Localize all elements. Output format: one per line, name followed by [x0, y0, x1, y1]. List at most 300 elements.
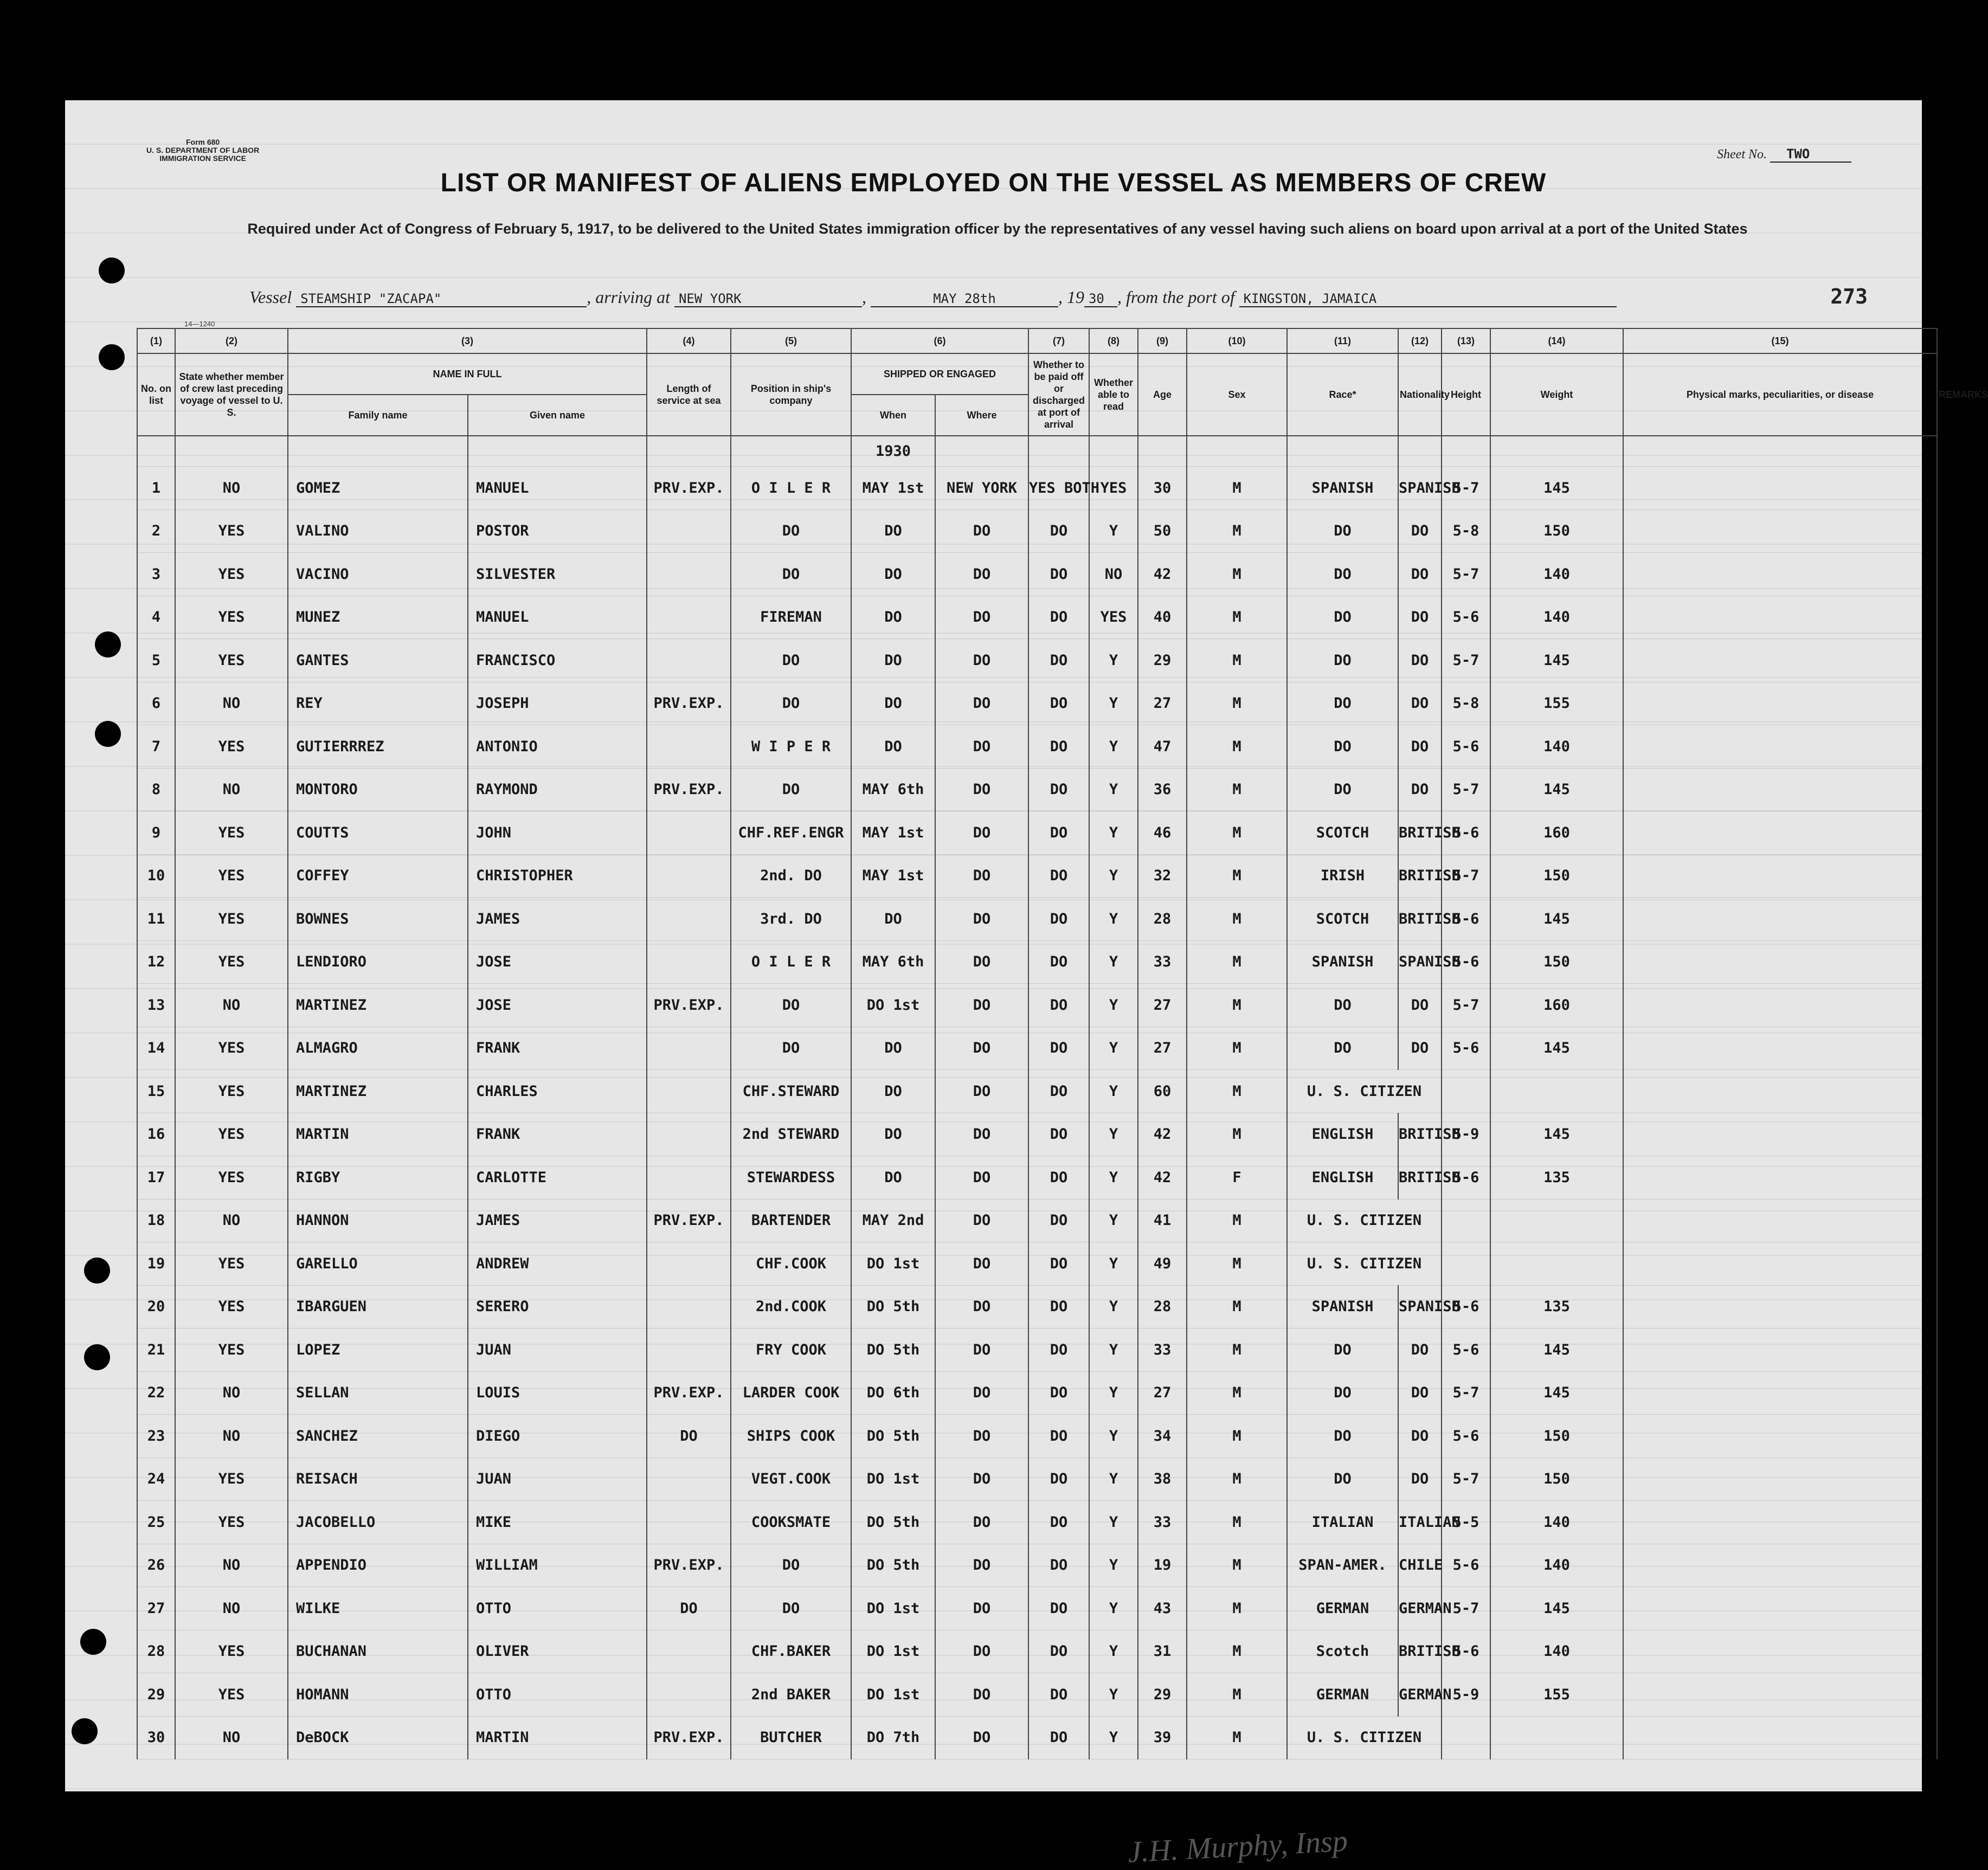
length-of-service [647, 940, 731, 984]
paid-off: DO [1028, 1501, 1089, 1544]
race: ENGLISH [1287, 1113, 1398, 1156]
family-name: RIGBY [288, 1156, 468, 1200]
weight: 140 [1490, 1630, 1623, 1673]
position: BUTCHER [731, 1716, 851, 1759]
nationality: DO [1398, 768, 1442, 811]
col-num-3: (3) [288, 328, 647, 353]
nationality: DO [1398, 984, 1442, 1027]
length-of-service: PRV.EXP. [647, 768, 731, 811]
row-number: 18 [137, 1199, 175, 1242]
prev-voyage: NO [175, 768, 288, 811]
height: 5-6 [1442, 940, 1490, 984]
physical-marks [1623, 1329, 1937, 1372]
form-number: Form 680 [185, 138, 220, 146]
position: DO [731, 682, 851, 725]
shipped-when: DO 1st [851, 1458, 935, 1501]
row-number: 9 [137, 811, 175, 855]
shipped-where: DO [935, 1630, 1028, 1673]
shipped-where: DO [935, 811, 1028, 855]
col-num-8: (8) [1089, 328, 1138, 353]
header-where: Where [935, 395, 1028, 436]
shipped-when: DO [851, 1156, 935, 1200]
table-row [137, 1544, 1937, 1587]
prev-voyage: YES [175, 940, 288, 984]
sex: M [1187, 1329, 1287, 1372]
race: DO [1287, 1329, 1398, 1372]
sex: M [1187, 510, 1287, 553]
table-row [137, 1070, 1937, 1113]
shipped-when: DO 5th [851, 1544, 935, 1587]
given-name: JOHN [468, 811, 647, 855]
row-number: 2 [137, 510, 175, 553]
height: 5-7 [1442, 984, 1490, 1027]
able-to-read: Y [1089, 682, 1138, 725]
age: 31 [1138, 1630, 1187, 1673]
position: DO [731, 1544, 851, 1587]
sex: M [1187, 1673, 1287, 1717]
nationality: DO [1398, 1458, 1442, 1501]
age: 46 [1138, 811, 1187, 855]
position: 2nd. DO [731, 854, 851, 898]
row-number: 10 [137, 854, 175, 898]
sex: M [1187, 1371, 1287, 1415]
length-of-service: PRV.EXP. [647, 1199, 731, 1242]
height: 5-6 [1442, 898, 1490, 941]
sex: M [1187, 940, 1287, 984]
shipped-when: MAY 1st [851, 854, 935, 898]
able-to-read: Y [1089, 1113, 1138, 1156]
weight: 160 [1490, 984, 1623, 1027]
prev-voyage: NO [175, 1716, 288, 1759]
physical-marks [1623, 1458, 1937, 1501]
shipped-when: DO 5th [851, 1415, 935, 1458]
paid-off: DO [1028, 898, 1089, 941]
shipped-where: DO [935, 1199, 1028, 1242]
sex: M [1187, 596, 1287, 639]
weight: 150 [1490, 940, 1623, 984]
paid-off: DO [1028, 596, 1089, 639]
sex: M [1187, 1458, 1287, 1501]
shipped-when: MAY 6th [851, 940, 935, 984]
able-to-read: Y [1089, 1070, 1138, 1113]
given-name: ANTONIO [468, 725, 647, 769]
arrival-year: 30 [1084, 291, 1117, 307]
physical-marks [1623, 1070, 1937, 1113]
given-name: OTTO [468, 1673, 647, 1717]
family-name: LENDIORO [288, 940, 468, 984]
table-row [137, 984, 1937, 1027]
given-name: JOSE [468, 984, 647, 1027]
race: U. S. CITIZEN [1287, 1716, 1442, 1759]
given-name: SERERO [468, 1285, 647, 1329]
age: 28 [1138, 898, 1187, 941]
physical-marks [1623, 811, 1937, 855]
shipped-when: DO [851, 639, 935, 682]
weight: 135 [1490, 1156, 1623, 1200]
age: 27 [1138, 984, 1187, 1027]
age: 38 [1138, 1458, 1187, 1501]
given-name: MIKE [468, 1501, 647, 1544]
column-title-row: No. on list State whether member of crew last preceding voyage of vessel to U. S. NAME IN FULL Length of service at sea Position in ship's company SHIPPED OR ENGAGED Whether to be paid off or discharged at port of arrival Whether able to read Age Sex Race* Nationality Height Weight Physical marks, peculiarities, or disease REMARKS [137, 353, 1937, 395]
length-of-service: PRV.EXP. [647, 1371, 731, 1415]
physical-marks [1623, 1027, 1937, 1070]
nationality: GERMAN [1398, 1673, 1442, 1717]
table-row [137, 510, 1937, 553]
position: SHIPS COOK [731, 1415, 851, 1458]
age: 27 [1138, 1027, 1187, 1070]
given-name: OTTO [468, 1587, 647, 1630]
height [1442, 1199, 1490, 1242]
page-subtitle: Required under Act of Congress of February 5, 1917, to be delivered to the United States immigration officer by the representatives of any vessel having such aliens on board upon arrival at a port of the United States [247, 221, 1748, 237]
sex: M [1187, 1587, 1287, 1630]
shipped-when: DO [851, 682, 935, 725]
paid-off: DO [1028, 940, 1089, 984]
length-of-service [647, 553, 731, 596]
header-shipped-engaged: SHIPPED OR ENGAGED [851, 353, 1028, 395]
column-number-row [137, 328, 1937, 353]
length-of-service [647, 1113, 731, 1156]
race: SPAN-AMER. [1287, 1544, 1398, 1587]
family-name: DeBOCK [288, 1716, 468, 1759]
row-number: 5 [137, 639, 175, 682]
col-num-15: (15) [1623, 328, 1937, 353]
age: 36 [1138, 768, 1187, 811]
shipped-where: DO [935, 1070, 1028, 1113]
header-when: When [851, 395, 935, 436]
length-of-service [647, 898, 731, 941]
height: 5-6 [1442, 725, 1490, 769]
able-to-read: Y [1089, 1242, 1138, 1286]
able-to-read: Y [1089, 1716, 1138, 1759]
height: 5-6 [1442, 1285, 1490, 1329]
shipped-where: DO [935, 1113, 1028, 1156]
age: 33 [1138, 940, 1187, 984]
inspector-signature: J.H. Murphy, Insp [1127, 1824, 1349, 1869]
prev-voyage: NO [175, 1587, 288, 1630]
able-to-read: Y [1089, 1329, 1138, 1372]
shipped-when: DO 1st [851, 1673, 935, 1717]
race: DO [1287, 1371, 1398, 1415]
paid-off: YES BOTH [1028, 467, 1089, 510]
row-number: 23 [137, 1415, 175, 1458]
shipped-where: DO [935, 1544, 1028, 1587]
sex: M [1187, 1544, 1287, 1587]
race: DO [1287, 682, 1398, 725]
race: GERMAN [1287, 1587, 1398, 1630]
position: DO [731, 768, 851, 811]
header-age: Age [1138, 353, 1187, 436]
sex: M [1187, 553, 1287, 596]
physical-marks [1623, 1199, 1937, 1242]
port-value: KINGSTON, JAMAICA [1239, 291, 1617, 307]
prev-voyage: YES [175, 1673, 288, 1717]
weight: 140 [1490, 725, 1623, 769]
physical-marks [1623, 467, 1937, 510]
shipped-where: DO [935, 1242, 1028, 1286]
given-name: CHARLES [468, 1070, 647, 1113]
paid-off: DO [1028, 1070, 1089, 1113]
able-to-read: Y [1089, 1673, 1138, 1717]
sex: M [1187, 1027, 1287, 1070]
able-to-read: Y [1089, 854, 1138, 898]
vessel-value: STEAMSHIP "ZACAPA" [296, 291, 587, 307]
able-to-read: Y [1089, 1630, 1138, 1673]
row-number: 28 [137, 1630, 175, 1673]
weight: 140 [1490, 596, 1623, 639]
paid-off: DO [1028, 1329, 1089, 1372]
paid-off: DO [1028, 1587, 1089, 1630]
position: DO [731, 510, 851, 553]
position: 2nd STEWARD [731, 1113, 851, 1156]
weight: 140 [1490, 1544, 1623, 1587]
height [1442, 1716, 1490, 1759]
table-row [137, 811, 1937, 855]
height [1442, 1242, 1490, 1286]
header-physical-marks: Physical marks, peculiarities, or disease [1623, 353, 1937, 436]
physical-marks [1623, 1415, 1937, 1458]
nationality: DO [1398, 725, 1442, 769]
age: 33 [1138, 1329, 1187, 1372]
physical-marks [1623, 510, 1937, 553]
table-row [137, 1501, 1937, 1544]
age: 47 [1138, 725, 1187, 769]
shipped-where: DO [935, 1716, 1028, 1759]
age: 39 [1138, 1716, 1187, 1759]
nationality: DO [1398, 553, 1442, 596]
row-number: 26 [137, 1544, 175, 1587]
sex: M [1187, 1285, 1287, 1329]
prev-voyage: NO [175, 984, 288, 1027]
prev-voyage: YES [175, 854, 288, 898]
table-row [137, 596, 1937, 639]
given-name: FRANCISCO [468, 639, 647, 682]
prev-voyage: YES [175, 1156, 288, 1200]
table-row [137, 1027, 1937, 1070]
age: 30 [1138, 467, 1187, 510]
shipped-where: DO [935, 1587, 1028, 1630]
shipped-where: DO [935, 1415, 1028, 1458]
family-name: COUTTS [288, 811, 468, 855]
punch-hole [99, 344, 125, 370]
family-name: GUTIERRREZ [288, 725, 468, 769]
header-given-name: Given name [468, 395, 647, 436]
given-name: JOSEPH [468, 682, 647, 725]
family-name: GANTES [288, 639, 468, 682]
height: 5-6 [1442, 1156, 1490, 1200]
position: W I P E R [731, 725, 851, 769]
length-of-service [647, 811, 731, 855]
family-name: MONTORO [288, 768, 468, 811]
row-number: 30 [137, 1716, 175, 1759]
paid-off: DO [1028, 768, 1089, 811]
weight: 140 [1490, 1501, 1623, 1544]
col-num-14: (14) [1490, 328, 1623, 353]
table-row [137, 1113, 1937, 1156]
nationality: DO [1398, 1371, 1442, 1415]
family-name: BUCHANAN [288, 1630, 468, 1673]
prev-voyage: YES [175, 1113, 288, 1156]
prev-voyage: YES [175, 1630, 288, 1673]
table-row [137, 639, 1937, 682]
position: O I L E R [731, 940, 851, 984]
table-row [137, 1458, 1937, 1501]
able-to-read: Y [1089, 1458, 1138, 1501]
shipped-where: DO [935, 1501, 1028, 1544]
age: 28 [1138, 1285, 1187, 1329]
weight: 135 [1490, 1285, 1623, 1329]
col-num-9: (9) [1138, 328, 1187, 353]
sex: F [1187, 1156, 1287, 1200]
age: 41 [1138, 1199, 1187, 1242]
table-row [137, 725, 1937, 769]
given-name: FRANK [468, 1113, 647, 1156]
physical-marks [1623, 1501, 1937, 1544]
punch-hole [84, 1258, 110, 1284]
prev-voyage: YES [175, 596, 288, 639]
position: O I L E R [731, 467, 851, 510]
department-name: U. S. DEPARTMENT OF LABOR [146, 146, 260, 154]
nationality: BRITISH [1398, 1156, 1442, 1200]
nationality: BRITISH [1398, 898, 1442, 941]
row-number: 25 [137, 1501, 175, 1544]
paid-off: DO [1028, 1716, 1089, 1759]
family-name: MUNEZ [288, 596, 468, 639]
table-row [137, 1156, 1937, 1200]
row-number: 7 [137, 725, 175, 769]
weight: 155 [1490, 1673, 1623, 1717]
given-name: ANDREW [468, 1242, 647, 1286]
arriving-value: NEW YORK [674, 291, 862, 307]
weight: 150 [1490, 854, 1623, 898]
length-of-service [647, 1242, 731, 1286]
family-name: VACINO [288, 553, 468, 596]
paid-off: DO [1028, 1156, 1089, 1200]
physical-marks [1623, 682, 1937, 725]
given-name: RAYMOND [468, 768, 647, 811]
height: 5-8 [1442, 510, 1490, 553]
given-name: JOSE [468, 940, 647, 984]
physical-marks [1623, 1371, 1937, 1415]
weight: 140 [1490, 553, 1623, 596]
height: 5-7 [1442, 768, 1490, 811]
paid-off: DO [1028, 1285, 1089, 1329]
shipped-where: DO [935, 898, 1028, 941]
prev-voyage: YES [175, 1458, 288, 1501]
able-to-read: Y [1089, 1544, 1138, 1587]
weight: 150 [1490, 510, 1623, 553]
sheet-number [1717, 146, 1851, 163]
able-to-read: Y [1089, 768, 1138, 811]
family-name: MARTINEZ [288, 1070, 468, 1113]
page-number: 273 [1830, 285, 1868, 308]
able-to-read: Y [1089, 1027, 1138, 1070]
paid-off: DO [1028, 1027, 1089, 1070]
table-header [137, 328, 1988, 436]
paid-off: DO [1028, 1415, 1089, 1458]
paid-off: DO [1028, 510, 1089, 553]
nationality: SPANISH [1398, 1285, 1442, 1329]
crew-table [137, 328, 1988, 1759]
sex: M [1187, 1630, 1287, 1673]
height: 5-7 [1442, 854, 1490, 898]
race: U. S. CITIZEN [1287, 1070, 1442, 1113]
shipped-when: MAY 2nd [851, 1199, 935, 1242]
race: DO [1287, 1415, 1398, 1458]
family-name: ALMAGRO [288, 1027, 468, 1070]
sex: M [1187, 1716, 1287, 1759]
shipped-when: DO 6th [851, 1371, 935, 1415]
family-name: HOMANN [288, 1673, 468, 1717]
given-name: SILVESTER [468, 553, 647, 596]
length-of-service: PRV.EXP. [647, 984, 731, 1027]
height: 5-7 [1442, 639, 1490, 682]
physical-marks [1623, 553, 1937, 596]
height: 5-9 [1442, 1673, 1490, 1717]
given-name: CHRISTOPHER [468, 854, 647, 898]
small-note: 14—1240 [184, 320, 215, 328]
race: DO [1287, 768, 1398, 811]
able-to-read: Y [1089, 1371, 1138, 1415]
able-to-read: Y [1089, 510, 1138, 553]
sex: M [1187, 682, 1287, 725]
family-name: MARTIN [288, 1113, 468, 1156]
race: DO [1287, 553, 1398, 596]
col-num-4: (4) [647, 328, 731, 353]
table-row [137, 1371, 1937, 1415]
shipped-when: DO 5th [851, 1285, 935, 1329]
shipped-when: DO [851, 1027, 935, 1070]
nationality: BRITISH [1398, 1113, 1442, 1156]
nationality: SPANISH [1398, 467, 1442, 510]
family-name: REY [288, 682, 468, 725]
family-name: APPENDIO [288, 1544, 468, 1587]
length-of-service: PRV.EXP. [647, 1544, 731, 1587]
family-name: LOPEZ [288, 1329, 468, 1372]
paid-off: DO [1028, 1113, 1089, 1156]
shipped-when: DO 1st [851, 1587, 935, 1630]
shipped-when: MAY 1st [851, 811, 935, 855]
paid-off: DO [1028, 1371, 1089, 1415]
position: DO [731, 984, 851, 1027]
sex: M [1187, 854, 1287, 898]
table-row [137, 1242, 1937, 1286]
table-row [137, 467, 1937, 510]
shipped-where: DO [935, 596, 1028, 639]
row-number: 24 [137, 1458, 175, 1501]
given-name: JUAN [468, 1458, 647, 1501]
year-prefix: , 19 [1058, 287, 1084, 307]
shipped-where: DO [935, 854, 1028, 898]
race: DO [1287, 596, 1398, 639]
shipped-when: DO [851, 725, 935, 769]
paid-off: DO [1028, 553, 1089, 596]
table-row [137, 768, 1937, 811]
header-race: Race* [1287, 353, 1398, 436]
length-of-service [647, 1458, 731, 1501]
position: DO [731, 553, 851, 596]
shipped-when: DO [851, 1070, 935, 1113]
height: 5-8 [1442, 682, 1490, 725]
able-to-read: Y [1089, 1285, 1138, 1329]
position: COOKSMATE [731, 1501, 851, 1544]
race: IRISH [1287, 854, 1398, 898]
paid-off: DO [1028, 1242, 1089, 1286]
service-name: IMMIGRATION SERVICE [159, 154, 246, 163]
paid-off: DO [1028, 1544, 1089, 1587]
weight: 145 [1490, 1371, 1623, 1415]
length-of-service: DO [647, 1415, 731, 1458]
given-name: MARTIN [468, 1716, 647, 1759]
